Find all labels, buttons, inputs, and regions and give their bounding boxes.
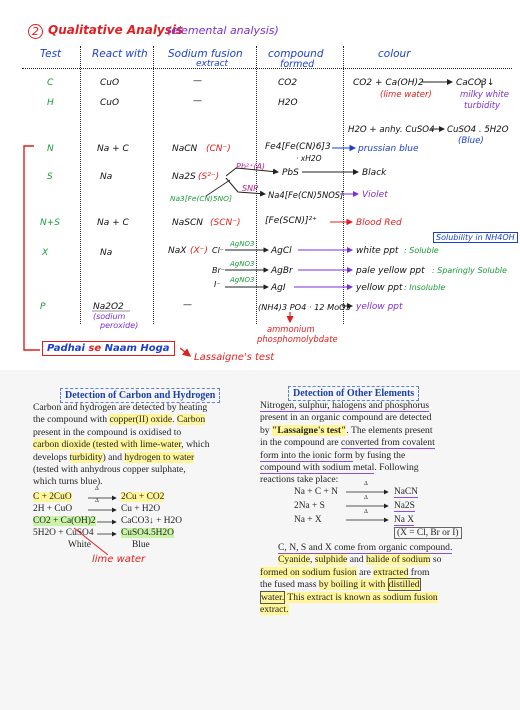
- row-x-test: X: [42, 248, 49, 258]
- left-eq3-right: CaCO3↓ + H2O: [121, 516, 183, 526]
- right-r3-right: Na X: [394, 515, 415, 525]
- left-lab-white: White: [68, 540, 91, 550]
- left-line-2-hl: copper(II) oxide: [109, 414, 173, 426]
- left-line-2a: the compound with: [33, 414, 110, 426]
- row-h-note: (Blue): [458, 136, 484, 146]
- page-subtitle: (elemental analysis): [167, 24, 279, 37]
- left-line-6: (tested with anhydrous copper sulphate,: [33, 464, 186, 476]
- row-ns-test: N+S: [40, 218, 60, 228]
- row-x-col1b: : Soluble: [404, 246, 439, 255]
- row-x-react: Na: [100, 248, 113, 258]
- right-line-11: the fused mass by boiling it with distilled: [260, 579, 420, 591]
- row-x-col3b: : Insoluble: [404, 283, 446, 292]
- lime-water-note: lime water: [92, 554, 146, 565]
- row-n-sodium: NaCN: [172, 144, 198, 154]
- row-x-comp2: AgBr: [271, 266, 293, 276]
- right-line-2: present in an organic compound are detected: [260, 412, 432, 424]
- col-test: Test: [40, 48, 62, 60]
- row-s-side-compound: Na3[Fe(CN)5NO]: [170, 194, 232, 203]
- right-r1-delta: Δ: [364, 481, 368, 487]
- col-compound-2: formed: [280, 59, 315, 70]
- left-line-5-hl: turbidity: [69, 451, 103, 463]
- col-sodium-2: extract: [196, 59, 229, 69]
- right-line-5: form into the ionic form by fusing the: [260, 449, 406, 461]
- row-ns-react: Na + C: [97, 218, 129, 228]
- left-line-2b: .: [172, 414, 177, 426]
- row-x-col1: white ppt: [356, 246, 399, 256]
- row-c-sodium: —: [193, 76, 202, 86]
- right-line-12: water. This extract is known as sodium fusion: [261, 591, 438, 603]
- brand-word-2: se: [88, 343, 102, 354]
- left-line-4-hl: carbon dioxide (tested with lime-water: [33, 439, 182, 451]
- row-s-react: Na: [100, 172, 113, 182]
- left-eq4-right: CuSO4.5H2O: [121, 528, 174, 538]
- row-s-test: S: [47, 172, 53, 182]
- right-r1-left: Na + C + N: [294, 487, 338, 497]
- right-line-10: formed on sodium fusion are extracted from: [260, 566, 430, 578]
- row-p-react3: peroxide): [100, 321, 139, 330]
- left-line-4b: , which: [181, 439, 210, 451]
- row-p-compound: (NH4)3 PO4 · 12 MoO3: [258, 302, 351, 312]
- right-r1-right: NaCN: [394, 487, 418, 497]
- row-n-ion: (CN⁻): [206, 144, 231, 154]
- right-line-7: reactions take place:: [260, 474, 339, 486]
- right-r2-left: 2Na + S: [294, 501, 325, 511]
- row-x-reagent2: AgNO3: [230, 260, 255, 268]
- row-c-colour-eq: CO2 + Ca(OH)2: [353, 78, 424, 88]
- right-r2-delta: Δ: [364, 495, 368, 501]
- left-line-2c: Carbon: [176, 414, 206, 426]
- row-x-comp1: AgCl: [271, 246, 292, 256]
- row-c-note2: milky white: [460, 90, 509, 100]
- row-h-colour-prod: CuSO4 . 5H2O: [447, 125, 509, 135]
- left-line-1: Carbon and hydrogen are detected by heating: [33, 402, 208, 413]
- row-p-react1: Na2O2: [93, 302, 124, 312]
- row-x-col2b: : Sparingly Soluble: [432, 266, 507, 275]
- row-n-compound-2: · xH2O: [296, 154, 322, 163]
- col-colour: colour: [378, 48, 411, 60]
- page-title: Qualitative Analysis: [48, 23, 184, 37]
- row-x-col3: yellow ppt: [356, 283, 403, 293]
- row-s-compound1: PbS: [282, 168, 299, 178]
- row-x-ion: (X⁻): [190, 246, 208, 256]
- row-p-sodium: —: [183, 300, 192, 310]
- left-eq1-right: 2Cu + CO2: [121, 492, 165, 502]
- row-p-test: P: [40, 302, 46, 312]
- row-h-react: CuO: [100, 98, 120, 108]
- right-line-13: extract.: [260, 604, 289, 616]
- row-c-colour-prod: CaCO3↓: [456, 78, 495, 88]
- row-x-col2: pale yellow ppt: [356, 266, 425, 276]
- right-line-6: compound with sodium metal. Following: [260, 462, 419, 474]
- row-c-note3: turbidity: [464, 101, 501, 111]
- left-line-5a: develops: [33, 451, 70, 463]
- left-line-5b: ) and: [102, 451, 125, 463]
- left-line-5c: hydrogen to water: [124, 451, 195, 463]
- row-p-react2: (sodium: [93, 312, 126, 321]
- row-x-comp3: AgI: [271, 283, 286, 293]
- right-line-9: Cyanide, sulphide and halide of sodium so: [278, 554, 442, 566]
- row-s-ion: (S²⁻): [198, 172, 220, 182]
- row-x-note: Solubility in NH4OH: [433, 232, 518, 243]
- row-h-compound: H2O: [278, 98, 298, 108]
- row-n-test: N: [47, 144, 54, 154]
- row-p-colour: yellow ppt: [356, 302, 403, 312]
- row-c-react: CuO: [100, 78, 120, 88]
- left-line-3: present in the compound is oxidised to: [33, 426, 182, 438]
- left-eq2-delta: Δ: [95, 498, 99, 504]
- row-n-compound: Fe4[Fe(CN)6]3: [265, 142, 331, 152]
- row-ns-sodium: NaSCN: [172, 218, 203, 228]
- row-c-test: C: [47, 78, 54, 88]
- row-s-sodium: Na2S: [172, 172, 196, 182]
- row-ns-ion: (SCN⁻): [210, 218, 241, 228]
- right-line-4: in the compound are converted from covalent: [260, 437, 435, 449]
- row-s-colour2: Violet: [362, 190, 388, 200]
- right-panel-title: Detection of Other Elements: [288, 386, 419, 401]
- col-sodium: Sodium fusion: [168, 48, 243, 60]
- right-r3-left: Na + X: [294, 515, 322, 525]
- row-h-test: H: [47, 98, 54, 108]
- row-ns-compound: [Fe(SCN)]²⁺: [265, 216, 317, 226]
- brand-word-1: Padhai: [47, 343, 85, 354]
- right-panel-text-2: [260, 542, 500, 616]
- row-s-reagent1: Pb²⁺(A): [236, 162, 266, 171]
- row-c-note: (lime water): [380, 90, 432, 100]
- left-eq3-left: CO2 + Ca(OH)2: [33, 516, 96, 526]
- right-line-8: C, N, S and X come from organic compound.: [278, 542, 453, 553]
- left-eq4-left: 5H2O + CuSO4: [33, 528, 94, 538]
- right-r2-right: Na2S: [394, 501, 415, 511]
- row-x-ion3: I⁻: [214, 280, 221, 289]
- section-number: 2: [28, 24, 43, 39]
- right-line-1: Nitrogen, sulphur, halogens and phosphorus: [260, 400, 430, 411]
- row-n-colour: prussian blue: [358, 144, 419, 154]
- left-lab-blue: Blue: [132, 540, 150, 550]
- left-eq1-delta: Δ: [95, 486, 99, 492]
- left-eq2-left: 2H + CuO: [33, 504, 73, 514]
- right-r3-note: (X = Cl, Br or I): [394, 527, 462, 539]
- brand-word-3: Naam: [104, 343, 137, 354]
- brand-word-4: Hoga: [140, 343, 170, 354]
- left-line-7: which turns blue).: [33, 476, 103, 488]
- left-eq1-left: C + 2CuO: [33, 492, 72, 502]
- row-s-compound2: Na4[Fe(CN)5NOS]: [268, 190, 344, 200]
- left-eq2-right: Cu + H2O: [121, 504, 161, 514]
- row-s-reagent2: SNP: [242, 184, 258, 193]
- row-x-sodium: NaX: [168, 246, 187, 256]
- left-panel-title: Detection of Carbon and Hydrogen: [60, 388, 220, 403]
- right-panel-text: [260, 400, 500, 487]
- lassaigne-bold: "Lassaigne's test": [272, 424, 347, 436]
- row-c-compound: CO2: [278, 78, 298, 88]
- lassaigne-label: Lassaigne's test: [194, 352, 275, 363]
- row-x-ion2: Br⁻: [212, 266, 225, 275]
- row-n-react: Na + C: [97, 144, 129, 154]
- col-compound: compound: [268, 48, 324, 60]
- col-react: React with: [92, 48, 148, 60]
- row-p-note1: ammonium: [267, 324, 315, 334]
- row-x-reagent3: AgNO3: [230, 276, 255, 284]
- row-h-colour-eq: H2O + anhy. CuSO4: [348, 125, 435, 135]
- right-line-3: by "Lassaigne's test". The elements present: [260, 424, 433, 436]
- row-h-sodium: —: [193, 96, 202, 106]
- row-ns-colour: Blood Red: [356, 218, 402, 228]
- row-x-reagent1: AgNO3: [230, 240, 255, 248]
- row-p-note2: phosphomolybdate: [257, 334, 338, 344]
- row-x-ion1: Cl⁻: [212, 246, 225, 255]
- row-s-colour1: Black: [362, 168, 387, 178]
- right-r3-delta: Δ: [364, 509, 368, 515]
